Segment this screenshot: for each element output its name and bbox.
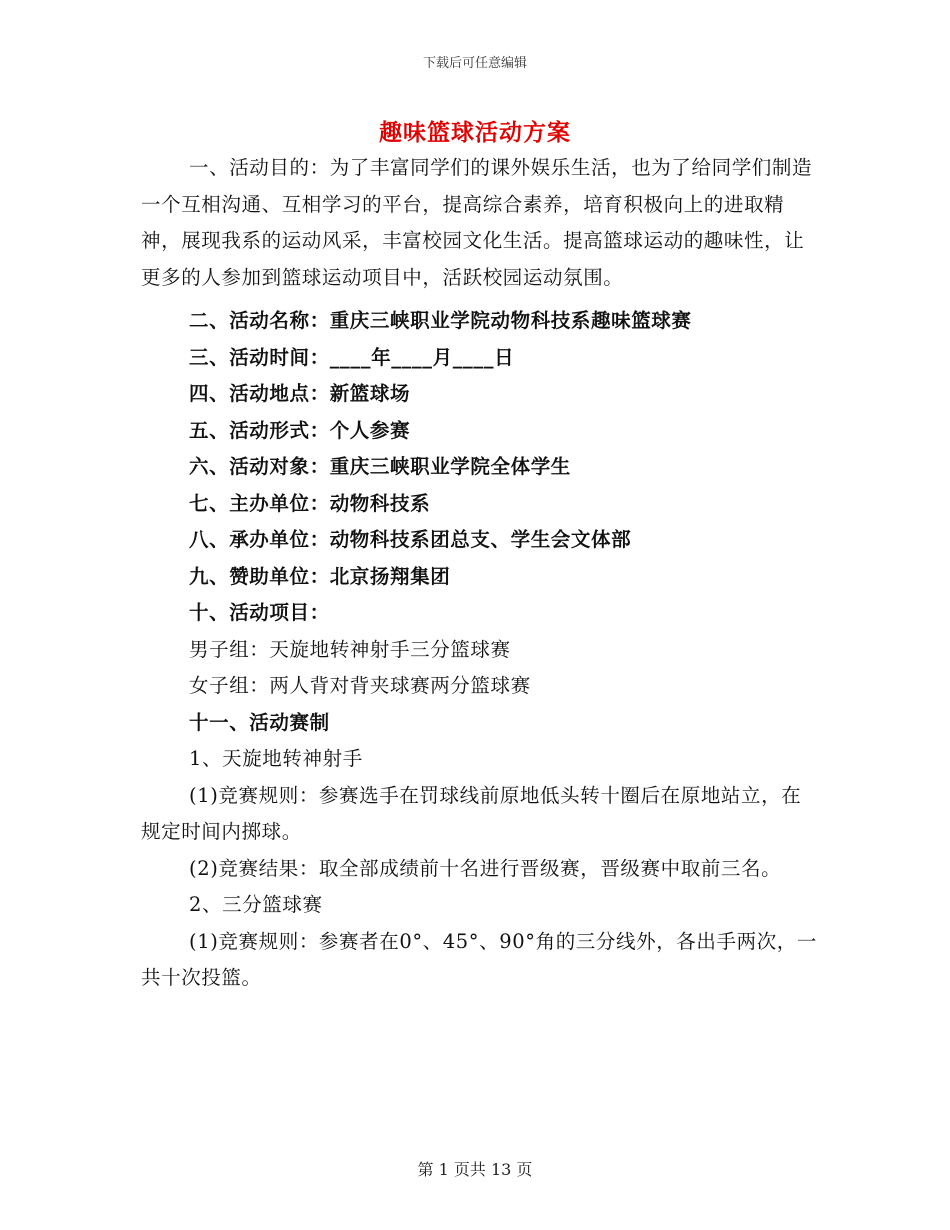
page-footer: 第 1 页共 13 页	[417, 1160, 533, 1179]
group-male: 男子组：天旋地转神射手三分篮球赛	[189, 637, 511, 661]
sub1-rule-2: (2)竞赛结果：取全部成绩前十名进行晋级赛，晋级赛中取前三名。	[189, 856, 782, 880]
rules-heading: 十一、活动赛制	[189, 710, 330, 734]
purpose-paragraph: 一、活动目的：为了丰富同学们的课外娱乐生活，也为了给同学们制造一个互相沟通、互相学习的平台，提高综合素养，培育积极向上的进取精神，展现我系的运动风采，丰富校园文化生活。提高篮球运动的趣味性，让更多的人参加到篮球运动项目中，活跃校园运动氛围。	[141, 156, 813, 289]
item-location: 四、活动地点：新篮球场	[189, 382, 411, 405]
sub1-rule-1: (1)竞赛规则：参赛选手在罚球线前原地低头转十圈后在原地站立，在规定时间内掷球。	[141, 783, 802, 843]
item-time: 三、活动时间：____年____月____日	[189, 345, 515, 369]
item-name: 二、活动名称：重庆三峡职业学院动物科技系趣味篮球赛	[189, 309, 692, 332]
item-projects: 十、活动项目：	[189, 601, 330, 624]
group-female: 女子组：两人背对背夹球赛两分篮球赛	[189, 674, 531, 697]
sub-heading-2: 2、三分篮球赛	[189, 893, 323, 916]
sub-heading-1: 1、天旋地转神射手	[189, 747, 363, 770]
document-body	[141, 150, 821, 997]
item-format: 五、活动形式：个人参赛	[189, 418, 411, 442]
item-undertaker: 八、承办单位：动物科技系团总支、学生会文体部	[189, 528, 632, 551]
item-participants: 六、活动对象：重庆三峡职业学院全体学生	[189, 455, 571, 478]
page-header: 下载后可任意编辑	[422, 56, 527, 71]
sub2-rule-1: (1)竞赛规则：参赛者在0°、45°、90°角的三分线外，各出手两次，一共十次投篮。	[141, 929, 818, 989]
document-title: 趣味篮球活动方案	[379, 119, 571, 146]
item-sponsor: 九、赞助单位：北京扬翔集团	[189, 564, 451, 588]
item-organizer: 七、主办单位：动物科技系	[189, 491, 431, 515]
